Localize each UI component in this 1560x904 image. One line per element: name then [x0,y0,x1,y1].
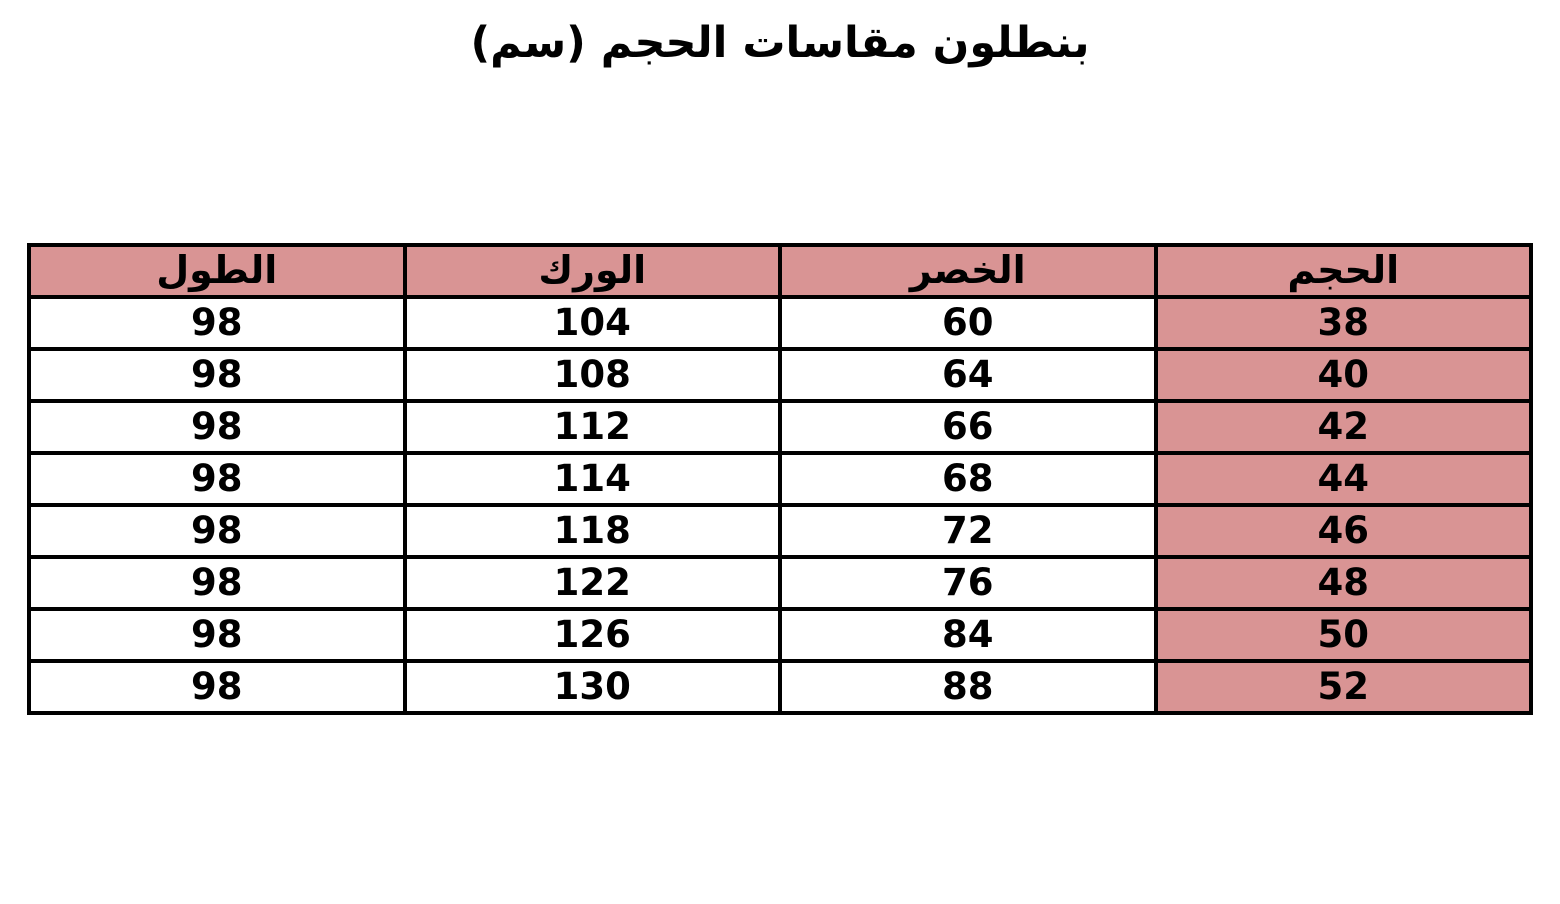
column-header-waist: الخصر [780,245,1156,297]
cell-length: 98 [29,349,405,401]
table-row [29,349,1531,401]
table-row [29,453,1531,505]
cell-waist: 64 [780,349,1156,401]
cell-size: 52 [1156,661,1532,713]
cell-waist: 76 [780,557,1156,609]
cell-size: 40 [1156,349,1532,401]
cell-waist: 84 [780,609,1156,661]
cell-waist: 68 [780,453,1156,505]
cell-length: 98 [29,557,405,609]
column-header-length: الطول [29,245,405,297]
cell-size: 50 [1156,609,1532,661]
cell-length: 98 [29,505,405,557]
cell-waist: 88 [780,661,1156,713]
cell-hip: 114 [405,453,781,505]
cell-hip: 122 [405,557,781,609]
cell-length: 98 [29,453,405,505]
cell-size: 42 [1156,401,1532,453]
cell-size: 44 [1156,453,1532,505]
cell-size: 46 [1156,505,1532,557]
header-row [29,245,1531,297]
cell-length: 98 [29,661,405,713]
cell-hip: 130 [405,661,781,713]
size-chart-table [27,243,1533,715]
column-header-size: الحجم [1156,245,1532,297]
table-row [29,557,1531,609]
table-row [29,297,1531,349]
cell-hip: 104 [405,297,781,349]
table-row [29,661,1531,713]
table-row [29,401,1531,453]
cell-length: 98 [29,297,405,349]
cell-hip: 126 [405,609,781,661]
cell-waist: 60 [780,297,1156,349]
cell-length: 98 [29,401,405,453]
cell-hip: 118 [405,505,781,557]
cell-hip: 108 [405,349,781,401]
cell-waist: 66 [780,401,1156,453]
cell-size: 48 [1156,557,1532,609]
column-header-hip: الورك [405,245,781,297]
page-title: بنطلون مقاسات الحجم (سم) [470,18,1090,68]
table-row [29,505,1531,557]
cell-waist: 72 [780,505,1156,557]
cell-length: 98 [29,609,405,661]
table-row [29,609,1531,661]
cell-size: 38 [1156,297,1532,349]
table-body [29,297,1531,713]
cell-hip: 112 [405,401,781,453]
